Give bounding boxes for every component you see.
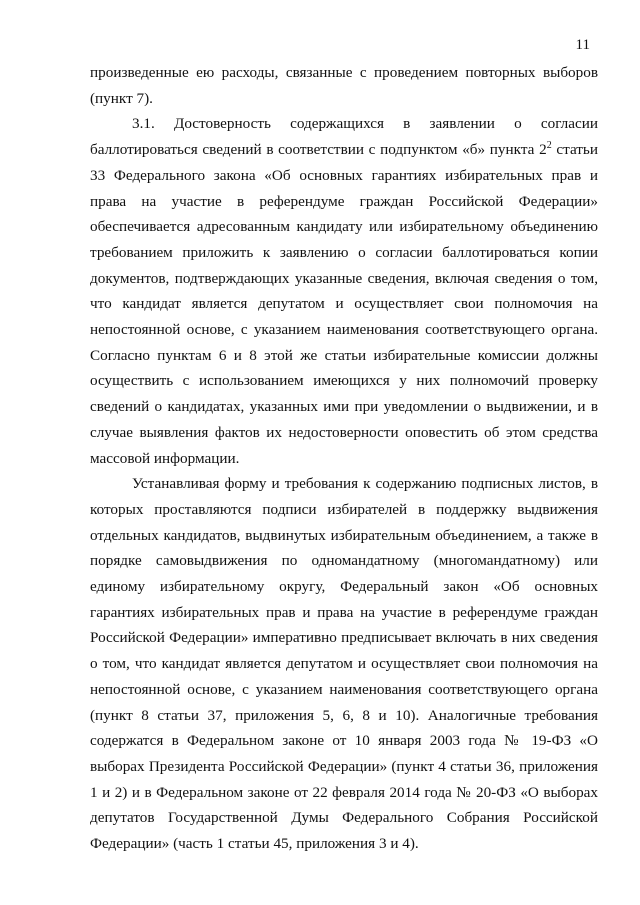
paragraph-3-1 (90, 111, 598, 471)
document-body (90, 60, 598, 857)
page-number: 11 (575, 37, 590, 53)
paragraph-signature-sheets: Устанавливая форму и требования к содержанию подписных листов, в которых проставляются подписи избирателей в поддержку выдвижения отдельных кандидатов, выдвинутых избирательным объединением, а также в порядке самовыдвижения по одномандатному (многомандатному) или единому избирательному округу, Федеральный закон «Об основных гарантиях избирательных прав и права на участие в референдуме граждан Российской Федерации» императивно предписывает включать в них сведения о том, что кандидат является депутатом и осуществляет свои полномочия на непостоянной основе, с указанием наименования соответствующего органа (пункт 8 статьи 37, приложения 5, 6, 8 и 10). Аналогичные требования содержатся в Федеральном законе от 10 января 2003 года № 19-ФЗ «О выборах Президента Российской Федерации» (пункт 4 статьи 36, приложения 1 и 2) и в Федеральном законе от 22 февраля 2014 года № 20-ФЗ «О выборах депутатов Государственной Думы Федерального Собрания Российской Федерации» (часть 1 статьи 45, приложения 3 и 4). (90, 475, 598, 853)
superscript-mark: 2 (546, 140, 552, 152)
paragraph-continuation: произведенные ею расходы, связанные с проведением повторных выборов (пункт 7). (90, 64, 598, 107)
paragraph-3-1-text-start: 3.1. Достоверность содержащихся в заявлении о согласии баллотироваться сведений в соответствии с подпунктом «б» пункта 2 (90, 115, 598, 159)
paragraph-3-1-text-end: статьи 33 Федерального закона «Об основных гарантиях избирательных прав и права на участие в референдуме граждан Российской Федерации» обеспечивается адресованным кандидату или избирательному объединению требованием приложить к заявлению о согласии баллотироваться копии документов, подтверждающих указанные сведения, включая сведения о том, что кандидат является депутатом и осуществляет свои полномочия на непостоянной основе, с указанием наименования соответствующего органа. Согласно пунктам 6 и 8 этой же статьи избирательные комиссии должны осуществить с использованием имеющихся у них полномочий проверку сведений о кандидатах, указанных ими при уведомлении о выдвижении, и в случае выявления фактов их недостоверности оповестить об этом средства массовой информации. (90, 141, 598, 467)
